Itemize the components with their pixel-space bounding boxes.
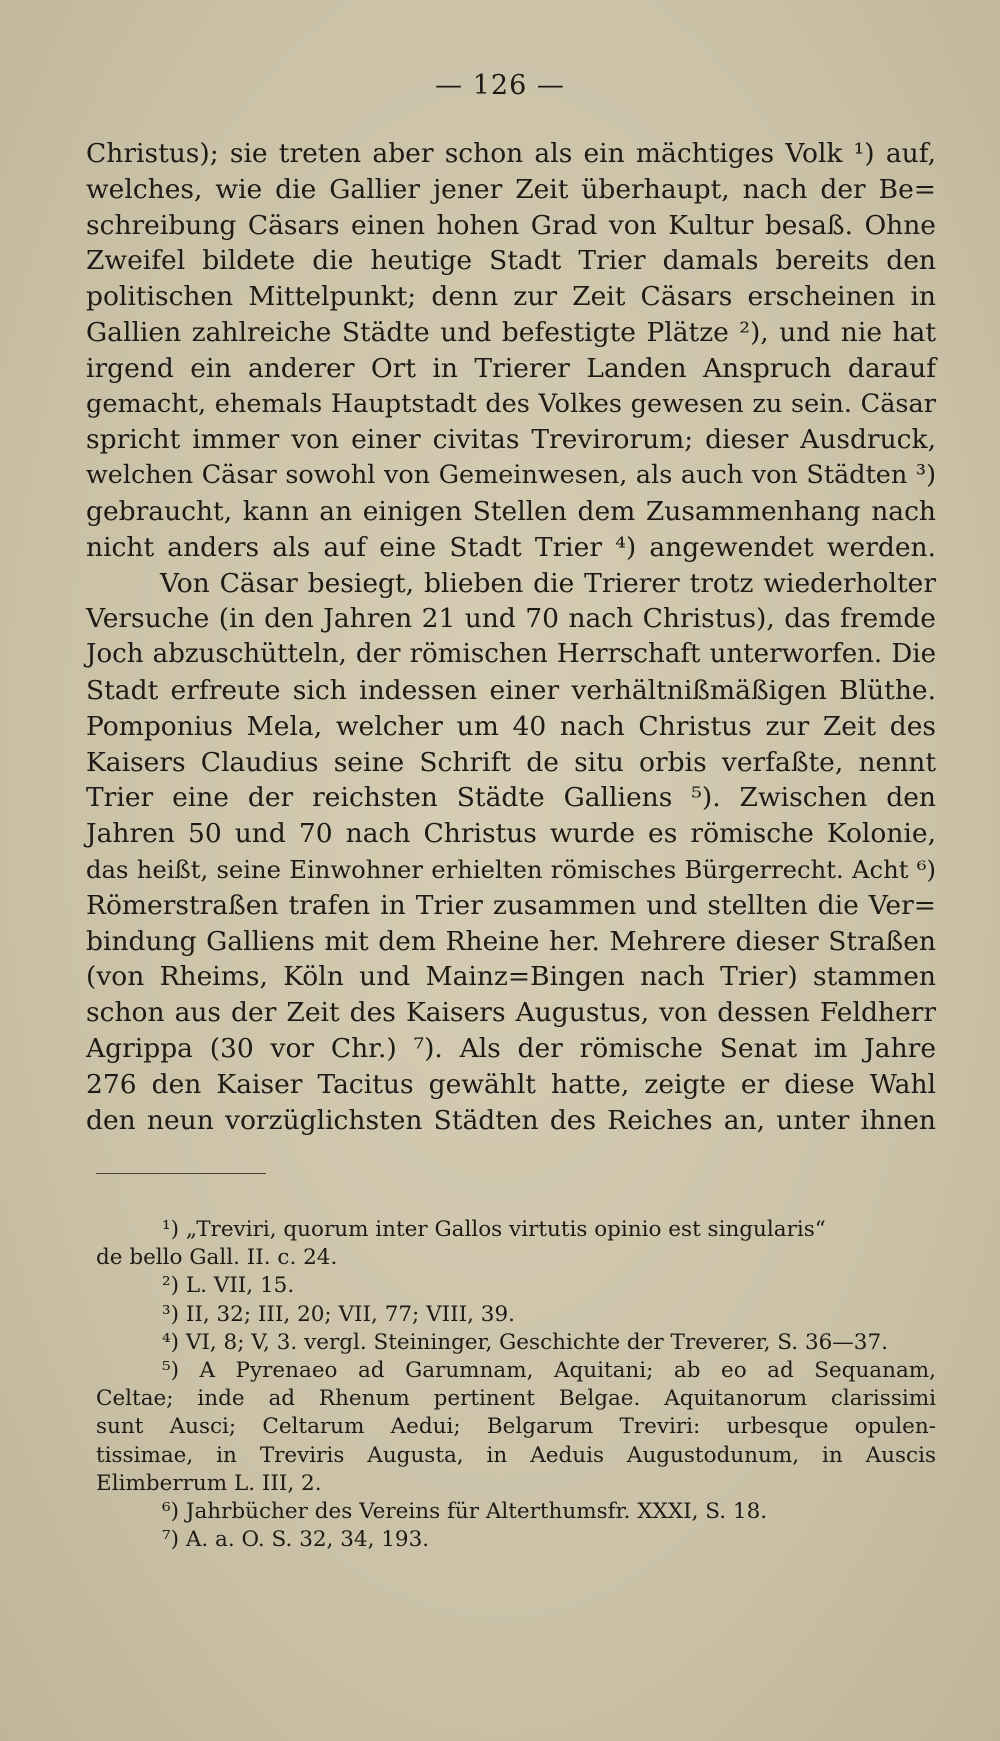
text-line: (von Rheims, Köln und Mainz=Bingen nach Trier) stammen (86, 961, 936, 993)
text-line: Römerstraßen trafen in Trier zusammen und stellten die Ver= (86, 889, 936, 921)
footnote-line: ³) II, 32; III, 20; VII, 77; VIII, 39. (162, 1301, 515, 1327)
footnote-line: de bello Gall. II. c. 24. (96, 1245, 338, 1271)
text-line: schon aus der Zeit des Kaisers Augustus, von dessen Feldherr (86, 997, 936, 1029)
text-line: welches, wie die Gallier jener Zeit überhaupt, nach der Be= (86, 173, 936, 205)
footnote-line: ⁵) A Pyrenaeo ad Garumnam, Aquitani; ab eo ad Sequanam, (162, 1358, 936, 1384)
footnote-line: ⁴) VI, 8; V, 3. vergl. Steininger, Geschichte der Treverer, S. 36—37. (162, 1329, 888, 1355)
footnote-line: ⁶) Jahrbücher des Vereins für Alterthumsfr. XXXI, S. 18. (162, 1499, 768, 1525)
text-line: Kaisers Claudius seine Schrift de situ orbis verfaßte, nennt (86, 746, 936, 778)
text-line: politischen Mittelpunkt; denn zur Zeit Cäsars erscheinen in (86, 281, 936, 313)
text-line: Pomponius Mela, welcher um 40 nach Christus zur Zeit des (86, 710, 936, 742)
page-number: — 126 — (435, 70, 565, 101)
footnote-divider (96, 1173, 266, 1174)
text-line: gebraucht, kann an einigen Stellen dem Zusammenhang nach (86, 495, 936, 527)
text-line: das heißt, seine Einwohner erhielten römisches Bürgerrecht. Acht ⁶) (86, 854, 936, 884)
footnotes (96, 1216, 936, 1554)
footnote-line: ²) L. VII, 15. (162, 1273, 295, 1299)
text-line: Zweifel bildete die heutige Stadt Trier damals bereits den (86, 245, 936, 277)
text-line: welchen Cäsar sowohl von Gemeinwesen, als auch von Städten ³) (86, 460, 936, 491)
text-line: Stadt erfreute sich indessen einer verhältnißmäßigen Blüthe. (86, 674, 936, 706)
text-line: Joch abzuschütteln, der römischen Herrschaft unterworfen. Die (86, 639, 936, 670)
text-line: gemacht, ehemals Hauptstadt des Volkes gewesen zu sein. Cäsar (86, 388, 936, 419)
footnote-line: Celtae; inde ad Rhenum pertinent Belgae. Aquitanorum clarissimi (96, 1386, 936, 1412)
text-line: schreibung Cäsars einen hohen Grad von Kultur besaß. Ohne (86, 209, 936, 241)
footnote-line: tissimae, in Treviris Augusta, in Aeduis Augustodunum, in Auscis (96, 1442, 936, 1468)
text-line: Trier eine der reichsten Städte Galliens ⁵). Zwischen den (86, 782, 936, 814)
text-line: irgend ein anderer Ort in Trierer Landen Anspruch darauf (86, 352, 936, 384)
text-line: Von Cäsar besiegt, blieben die Trierer trotz wiederholter (160, 567, 936, 599)
text-line: nicht anders als auf eine Stadt Trier ⁴) angewendet werden. (86, 531, 936, 563)
text-line: Agrippa (30 vor Chr.) ⁷). Als der römische Senat im Jahre (86, 1032, 936, 1064)
main-text (86, 136, 936, 1138)
text-line: Versuche (in den Jahren 21 und 70 nach Christus), das fremde (86, 603, 936, 635)
text-line: Jahren 50 und 70 nach Christus wurde es römische Kolonie, (86, 818, 936, 850)
text-line: den neun vorzüglichsten Städten des Reiches an, unter ihnen (86, 1104, 936, 1136)
text-line: bindung Galliens mit dem Rheine her. Mehrere dieser Straßen (86, 925, 936, 957)
footnote-line: ¹) „Treviri, quorum inter Gallos virtutis opinio est singularis“ (162, 1217, 826, 1242)
text-line: spricht immer von einer civitas Trevirorum; dieser Ausdruck, (86, 424, 936, 456)
text-line: Gallien zahlreiche Städte und befestigte Plätze ²), und nie hat (86, 316, 936, 348)
footnote-line: sunt Ausci; Celtarum Aedui; Belgarum Treviri: urbesque opulen- (96, 1414, 936, 1440)
text-line: Christus); sie treten aber schon als ein mächtiges Volk ¹) auf, (86, 138, 936, 169)
footnote-line: ⁷) A. a. O. S. 32, 34, 193. (162, 1527, 430, 1553)
text-line: 276 den Kaiser Tacitus gewählt hatte, zeigte er diese Wahl (86, 1068, 936, 1100)
footnote-line: Elimberrum L. III, 2. (96, 1470, 322, 1496)
